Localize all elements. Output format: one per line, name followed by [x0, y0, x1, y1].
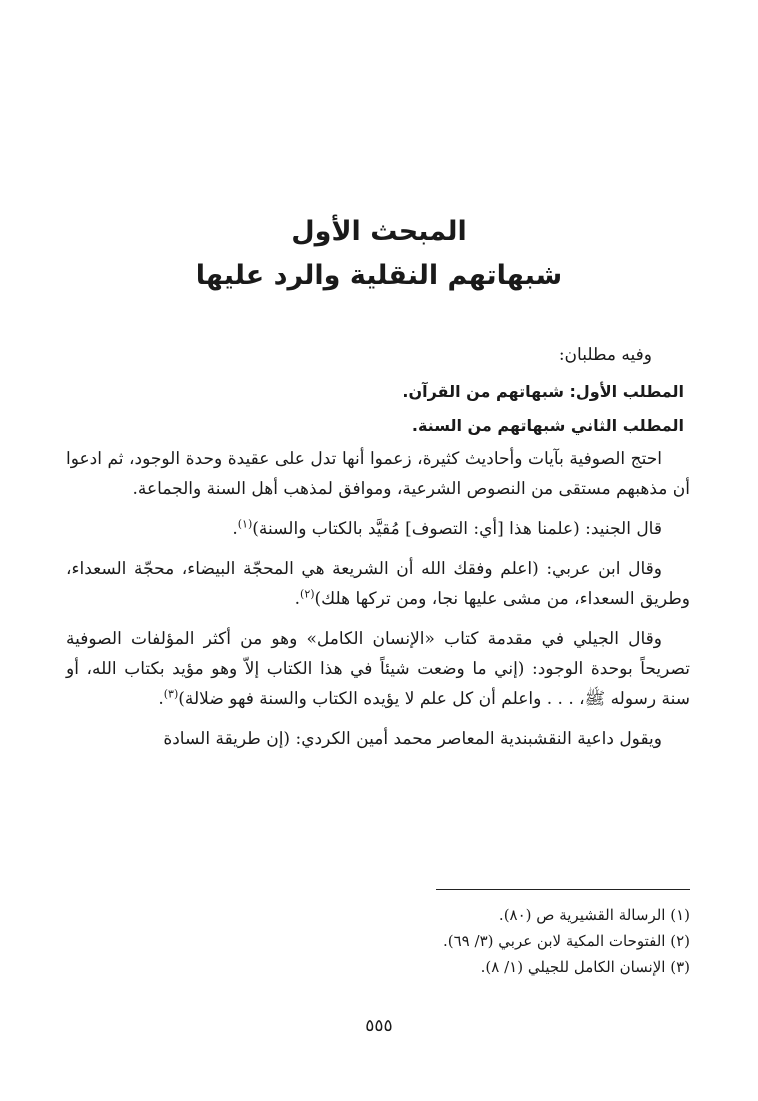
requirement-first: المطلب الأول: شبهاتهم من القرآن. — [402, 382, 684, 401]
body-text — [66, 340, 690, 764]
footnote-ref-3: (٣) — [163, 687, 179, 701]
page-number: ٥٥٥ — [365, 1016, 393, 1036]
chapter-heading — [0, 210, 758, 298]
intro-line: وفيه مطلبان: — [558, 345, 652, 365]
paragraph-2 — [66, 514, 690, 544]
paragraph-3 — [66, 554, 690, 614]
paragraph-2-end: . — [232, 519, 238, 539]
footnote-2: (٢) الفتوحات المكية لابن عربي (٣/ ٦٩). — [443, 932, 690, 950]
footnote-ref-1: (١) — [237, 517, 253, 531]
footnote-ref-2: (٢) — [300, 587, 315, 601]
paragraph-3-text: وقال ابن عربي: (اعلم وفقك الله أن الشريعة هي المحجّة البيضاء، محجّة السعداء، وطريق السعداء، من مشى عليها نجا، ومن تركها هلك) — [66, 559, 690, 609]
chapter-subtitle: شبهاتهم النقلية والرد عليها — [195, 260, 563, 291]
paragraph-4-text: وقال الجيلي في مقدمة كتاب «الإنسان الكامل» وهو من أكثر المؤلفات الصوفية تصريحاً بوحدة الوجود: (إني ما وضعت شيئاً في هذا الكتاب إلاّ وهو مؤيد بكتاب الله، أو سنة رسوله ﷺ، . . . واعلم أن كل علم لا يؤيده الكتاب والسنة فهو ضلالة) — [66, 629, 690, 709]
paragraph-3-end: . — [294, 589, 301, 609]
footnotes — [66, 902, 690, 980]
paragraph-2-text: قال الجنيد: (علمنا هذا [أي: التصوف] مُقيَّد بالكتاب والسنة) — [252, 519, 662, 539]
paragraph-5: ويقول داعية النقشبندية المعاصر محمد أمين الكردي: (إن طريقة السادة — [163, 729, 662, 749]
paragraph-4-end: . — [158, 689, 164, 709]
paragraph-1: احتج الصوفية بآيات وأحاديث كثيرة، زعموا أنها تدل على عقيدة وحدة الوجود، ثم ادعوا أن مذهبهم مستقى من النصوص الشرعية، وموافق لمذهب أهل السنة والجماعة. — [66, 449, 690, 499]
chapter-title: المبحث الأول — [291, 216, 467, 247]
footnote-1: (١) الرسالة القشيرية ص (٨٠). — [498, 906, 690, 924]
paragraph-4 — [66, 624, 690, 714]
footnote-3: (٣) الإنسان الكامل للجيلي (١/ ٨). — [480, 958, 690, 976]
footnote-divider — [436, 889, 690, 890]
requirement-second: المطلب الثاني شبهاتهم من السنة. — [411, 416, 684, 435]
